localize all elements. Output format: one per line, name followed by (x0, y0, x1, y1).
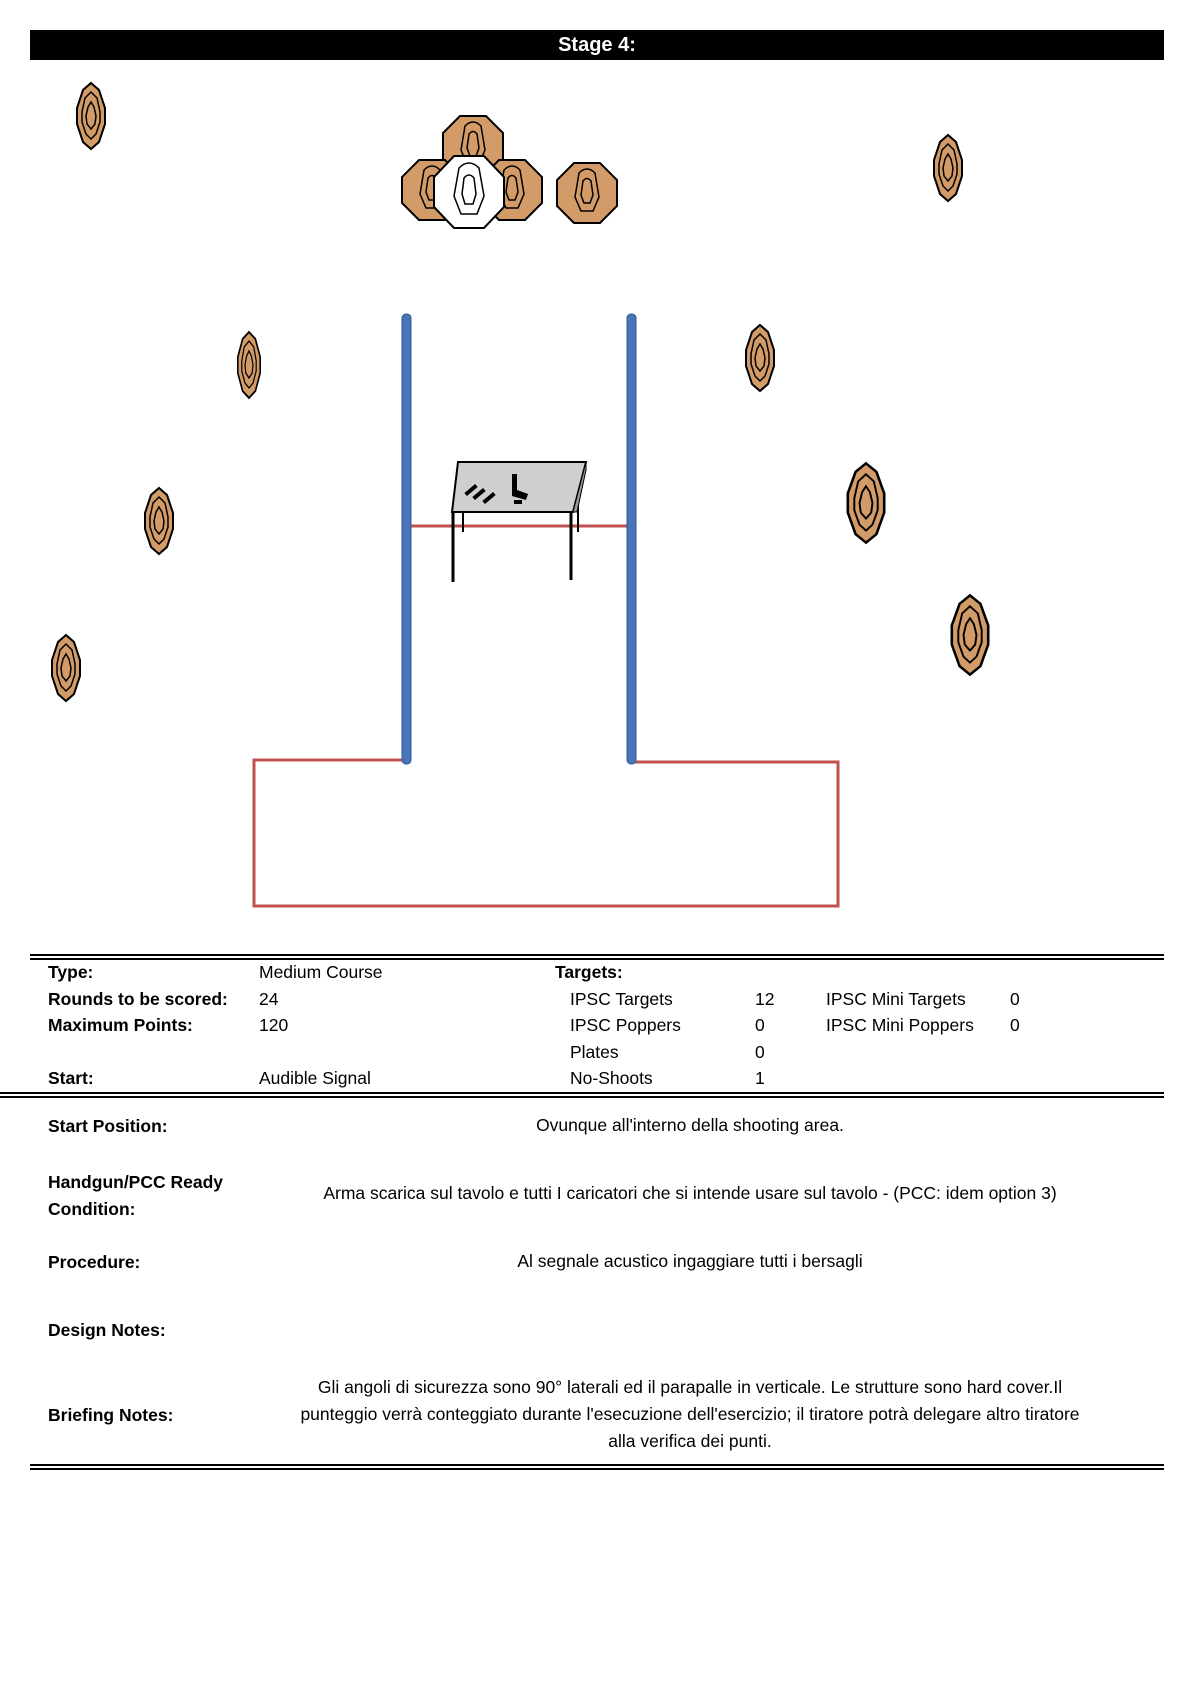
mini-targets-label: IPSC Mini Targets (826, 989, 966, 1009)
no-shoots-value: 1 (755, 1068, 765, 1088)
points-value: 120 (259, 1015, 289, 1035)
ipsc-target-icon (77, 83, 105, 149)
start-position-label: Start Position: (48, 1116, 168, 1136)
plates-value: 0 (755, 1042, 765, 1062)
no-shoot-icon (434, 156, 504, 228)
ipsc-target-icon (557, 163, 617, 223)
start-value: Audible Signal (259, 1068, 371, 1088)
ready-condition-label-line1: Handgun/PCC Ready (48, 1172, 224, 1192)
type-label: Type: (48, 962, 94, 982)
plates-label: Plates (570, 1042, 619, 1062)
ipsc-target-icon (52, 635, 80, 701)
mini-poppers-label: IPSC Mini Poppers (826, 1015, 974, 1035)
type-value: Medium Course (259, 962, 383, 982)
design-notes-label: Design Notes: (48, 1320, 166, 1340)
briefing-notes-line: Gli angoli di sicurezza sono 90° laterali ed il parapalle in verticale. Le strutture sono hard cover.Il (317, 1377, 1063, 1397)
ipsc-target-icon (934, 135, 962, 201)
ready-condition-value: Arma scarica sul tavolo e tutti I caricatori che si intende usare sul tavolo - (PCC: idem option 3) (323, 1183, 1057, 1203)
ipsc-target-icon (238, 332, 260, 398)
start-position-value: Ovunque all'interno della shooting area. (536, 1115, 844, 1135)
procedure-value: Al segnale acustico ingaggiare tutti i bersagli (517, 1251, 863, 1271)
mini-poppers-value: 0 (1010, 1015, 1020, 1035)
ipsc-target-icon (746, 325, 774, 391)
briefing-notes-line: punteggio verrà conteggiato durante l'esecuzione dell'esercizio; il tiratore potrà delegare altro tiratore (300, 1404, 1080, 1424)
ipsc-targets-value: 12 (755, 989, 775, 1009)
ready-condition-label-line2: Condition: (48, 1199, 136, 1219)
wall-right (627, 314, 636, 764)
no-shoots-label: No-Shoots (570, 1068, 653, 1088)
ipsc-poppers-label: IPSC Poppers (570, 1015, 681, 1035)
procedure-label: Procedure: (48, 1252, 141, 1272)
stage-title: Stage 4: (30, 30, 1164, 60)
wall-left (402, 314, 411, 764)
ipsc-targets-label: IPSC Targets (570, 989, 673, 1009)
fault-line (254, 760, 838, 906)
table-icon (452, 462, 586, 582)
briefing-notes-line: alla verifica dei punti. (608, 1431, 772, 1451)
ipsc-target-icon (952, 595, 988, 674)
stage-diagram (0, 60, 1191, 940)
briefing-notes-label: Briefing Notes: (48, 1405, 174, 1425)
mini-targets-value: 0 (1010, 989, 1020, 1009)
rounds-value: 24 (259, 989, 279, 1009)
ipsc-poppers-value: 0 (755, 1015, 765, 1035)
rounds-label: Rounds to be scored: (48, 989, 228, 1009)
start-label: Start: (48, 1068, 94, 1088)
targets-heading: Targets: (555, 962, 623, 982)
briefing-notes-value (240, 1374, 1140, 1455)
ipsc-target-icon (848, 463, 884, 542)
points-label: Maximum Points: (48, 1015, 193, 1035)
ipsc-target-icon (145, 488, 173, 554)
